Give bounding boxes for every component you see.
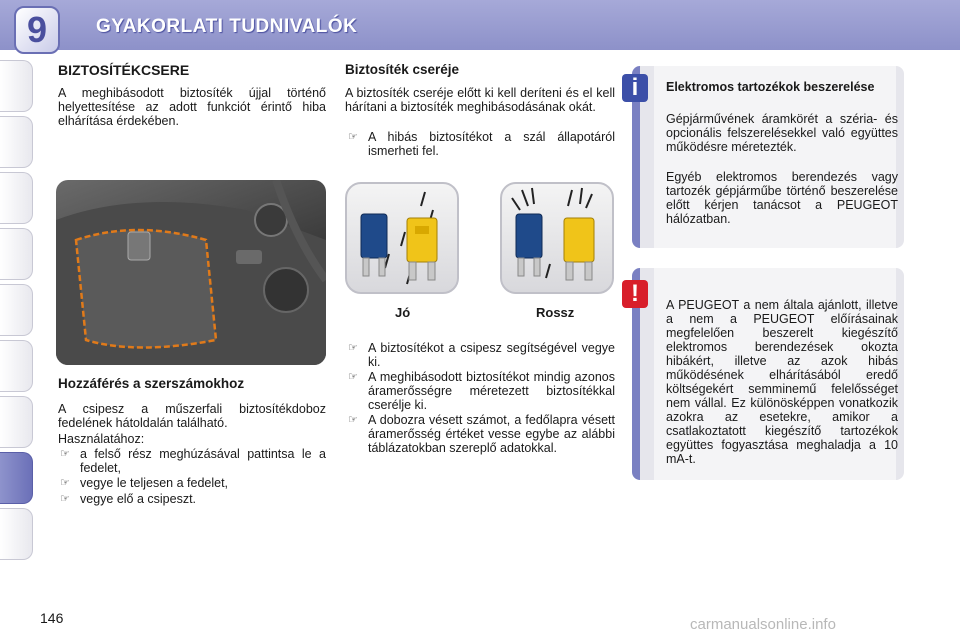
chapter-number-badge: 9	[14, 6, 60, 54]
chapter-tab-active[interactable]	[0, 452, 33, 504]
chapter-tab[interactable]	[0, 60, 33, 112]
chapter-tab[interactable]	[0, 116, 33, 168]
access-title: Hozzáférés a szerszámokhoz	[58, 376, 245, 391]
list-item: ☞ A meghibásodott biztosítékot mindig azonos áramerősségre méretezett biztosítékkal cserélje ki.	[348, 370, 615, 412]
warning-icon: !	[622, 280, 648, 308]
access-text: A csipesz a műszerfali biztosítékdoboz fedelének hátoldalán található.	[58, 402, 326, 430]
usage-label: Használatához:	[58, 432, 145, 446]
bad-fuse-label: Rossz	[536, 305, 575, 320]
list-item: ☞ A hibás biztosítékot a szál állapotáról ismerheti fel.	[348, 130, 615, 158]
list-item: ☞ vegye elő a csipeszt.	[60, 492, 197, 506]
fuse-change-intro: A biztosíték cseréje előtt ki kell deríteni és el kell hárítani a biztosíték meghibásodásának okát.	[345, 86, 615, 114]
pointer-icon: ☞	[348, 131, 358, 143]
warning-box	[632, 268, 904, 480]
list-item: ☞ vegye le teljesen a fedelet,	[60, 476, 229, 490]
dashboard-fusebox-photo	[56, 180, 326, 365]
chapter-tab[interactable]	[0, 340, 33, 392]
chapter-tab[interactable]	[0, 172, 33, 224]
chapter-tab[interactable]	[0, 396, 33, 448]
watermark-url: carmanualsonline.info	[690, 616, 836, 633]
pointer-icon: ☞	[60, 477, 70, 489]
page-number: 146	[40, 610, 64, 626]
info-box-title: Elektromos tartozékok beszerelése	[666, 80, 875, 94]
blown-fuse-icon	[502, 184, 612, 292]
pointer-icon: ☞	[60, 448, 70, 460]
chapter-title: GYAKORLATI TUDNIVALÓK	[96, 16, 358, 37]
pointer-icon: ☞	[348, 371, 358, 383]
fuse-change-title: Biztosíték cseréje	[345, 62, 460, 77]
chapter-tab[interactable]	[0, 228, 33, 280]
good-fuse-icon	[347, 184, 457, 292]
section-intro: A meghibásodott biztosíték újjal történő helyettesítése az adott funkciót érintő hiba elhárítása érdekében.	[58, 86, 326, 128]
list-item: ☞ A biztosítékot a csipesz segítségével vegye ki.	[348, 341, 615, 369]
pointer-icon: ☞	[348, 414, 358, 426]
chapter-tab[interactable]	[0, 508, 33, 560]
dashboard-illustration	[56, 180, 326, 365]
info-box-paragraph: Gépjárművének áramkörét a széria- és opcionális felszerelésekkel való együttes működésre méretezték.	[666, 112, 898, 154]
pointer-icon: ☞	[348, 342, 358, 354]
good-fuse-label: Jó	[395, 305, 411, 320]
chapter-tab[interactable]	[0, 284, 33, 336]
warning-box-text: A PEUGEOT a nem általa ajánlott, illetve a nem a PEUGEOT előírásainak megfelelően beszerelt kiegészítő elektromos berendezések okozta hibákért, illetve az azok hibás működésének elhárításából eredő költségekért semminemű felelősséget nem vállal. Ez különösképpen vonatkozik azokra az esetekre, amikor a csatlakoztatott kiegészítő tartozékok együttes fogyasztása meghaladja a 10 mA-t.	[666, 298, 898, 466]
info-box	[632, 66, 904, 248]
list-item: ☞ A dobozra vésett számot, a fedőlapra vésett áramerősség értéket vesse egybe az alábbi táblázatokban szereplő adatokkal.	[348, 413, 615, 455]
info-icon: i	[622, 74, 648, 102]
list-item: ☞ a felső rész meghúzásával pattintsa le a fedelet,	[60, 447, 326, 475]
info-box-paragraph: Egyéb elektromos berendezés vagy tartozék gépjárműbe történő beszerelése előtt kérjen tanácsot a PEUGEOT hálózatban.	[666, 170, 898, 226]
chapter-tabs	[0, 60, 36, 580]
good-fuse-illustration	[345, 182, 459, 294]
bad-fuse-illustration	[500, 182, 614, 294]
pointer-icon: ☞	[60, 493, 70, 505]
section-title: BIZTOSÍTÉKCSERE	[58, 62, 190, 78]
